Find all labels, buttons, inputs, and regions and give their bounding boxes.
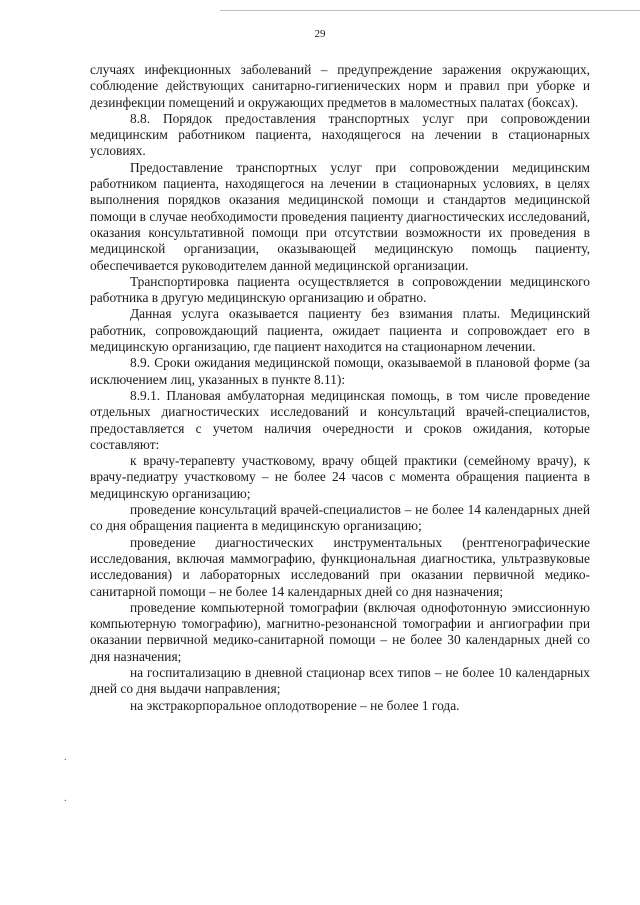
paragraph-transportation: Транспортировка пациента осуществляется в сопровождении медицинского работника в другую медицинскую организацию и обратно. [90, 273, 590, 306]
list-item-diagnostics: проведение диагностических инструментальных (рентгенографические исследования, включая маммографию, функциональная диагностика, ультразвуковые исследования) и лабораторных исследований при оказании первичной медико-санитарной помощи – не более 14 календарных дней со дня назначения; [90, 534, 590, 599]
list-item-specialists: проведение консультаций врачей-специалистов – не более 14 календарных дней со дня обращения пациента в медицинскую организацию; [90, 502, 590, 534]
list-item-day-hospital: на госпитализацию в дневной стационар всех типов – не более 10 календарных дней со дня выдачи направления; [90, 664, 590, 697]
section-8-8-heading: 8.8. Порядок предоставления транспортных услуг при сопровождении медицинским работником пациента, находящегося на лечении в стационарных условиях. [90, 110, 590, 159]
scan-edge-line [220, 10, 640, 11]
paragraph-transport-services: Предоставление транспортных услуг при сопровождении медицинским работником пациента, находящегося на лечении в стационарных условиях, в целях выполнения порядков оказания медицинской помощи и стандартов медицинской помощи в случае необходимости проведения пациенту диагностических исследований, оказания консультативной помощи при отсутствии возможности их проведения в медицинской организации, оказывающей медицинскую помощь пациенту, обеспечивается руководителем данной медицинской организации. [90, 159, 590, 273]
paragraph-continuation: случаях инфекционных заболеваний – предупреждение заражения окружающих, соблюдение действующих санитарно-гигиенических норм и правил при уборке и дезинфекции помещений и окружающих предметов в маломестных палатах (боксах). [90, 62, 590, 110]
list-item-tomography: проведение компьютерной томографии (включая однофотонную эмиссионную компьютерную томографию), магнитно-резонансной томографии и ангиографии при оказании первичной медико-санитарной помощи – не более 30 календарных дней со дня назначения; [90, 599, 590, 664]
list-item-ivf: на экстракорпоральное оплодотворение – не более 1 года. [130, 697, 460, 713]
list-item-therapist: к врачу-терапевту участковому, врачу общей практики (семейному врачу), к врачу-педиатру участковому – не более 24 часов с момента обращения пациента в медицинскую организацию; [90, 453, 590, 501]
page-number: 29 [314, 28, 326, 40]
document-body [90, 62, 590, 714]
paragraph-service-free: Данная услуга оказывается пациенту без взимания платы. Медицинский работник, сопровождающий пациента, ожидает пациента и сопровождает его в медицинскую организацию, где пациент находится на стационарном лечении. [90, 306, 590, 355]
section-8-9-1: 8.9.1. Плановая амбулаторная медицинская помощь, в том числе проведение отдельных диагностических исследований и консультаций врачей-специалистов, предоставляется с учетом наличия очередности и сроков ожидания, которые составляют: [90, 387, 590, 452]
scan-speck: . [64, 793, 67, 804]
scan-speck: . [64, 752, 67, 763]
section-8-9-heading: 8.9. Сроки ожидания медицинской помощи, оказываемой в плановой форме (за исключением лиц, указанных в пункте 8.11): [90, 355, 590, 387]
